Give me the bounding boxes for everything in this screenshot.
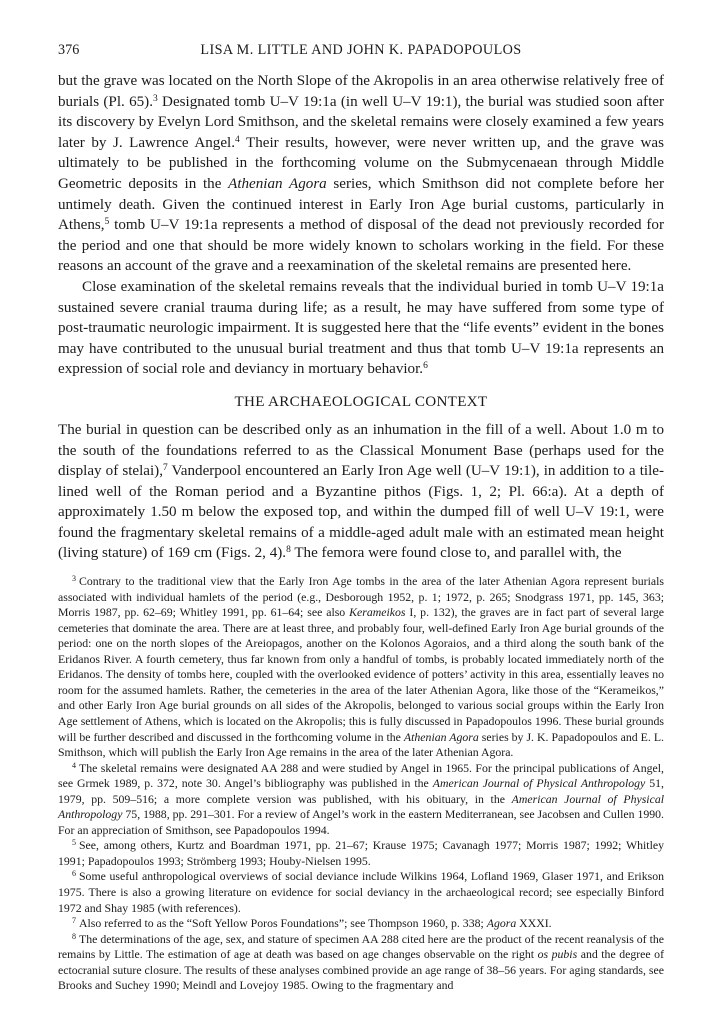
paragraph-1: but the grave was located on the North Slope of the Akropolis in an area otherwise relatively free of burials (Pl. 65).$^3$ Designated tomb U–V 19:1a (in well U–V 19:1), the burial was studied soon after its discovery by Evelyn Lord Smithson, and the skeletal remains were closely examined a few years later by J. Lawrence Angel.$^4$ Their results, however, were never written up, and the grave was ultimately to be published in the forthcoming volume on the Submycenaean through Middle Geometric deposits in the Athenian Agora series, which Smithson did not complete before her untimely death. Given the continued interest in Early Iron Age burial customs, particularly in Athens,$^5$ tomb U–V 19:1a represents a method of disposal of the dead not previously recorded for the period and one that should be more widely known to scholars working in the field. For these reasons an account of the grave and a reexamination of the skeletal remains are presented here. [58,73,664,275]
footnote-ref-8[interactable]: 8 [286,545,291,556]
footnote-5: $^5$ See, among others, Kurtz and Boardman 1971, pp. 21–67; Krause 1975; Cavanagh 1977; Morris 1987; 1992; Whitley 1991; Papadopoulos 1993; Strömberg 1993; Houby-Nielsen 1995. [58,838,664,868]
footnote-8: $^8$ The determinations of the age, sex, and stature of specimen AA 288 cited here are the product of the recent reanalysis of the remains by Little. The estimation of age at death was based on age changes observable on the right os pubis and the degree of ectocranial suture closure. The results of these analyses combined provide an age range of 38–56 years. For aging standards, see Brooks and Suchey 1990; Meindl and Lovejoy 1985. Owing to the fragmentary and [58,931,664,993]
page [58,42,664,994]
footnotes [58,574,664,994]
footnote-ref-6[interactable]: 6 [423,361,428,372]
footnote-7: $^7$ Also referred to as the “Soft Yellow Poros Foundations”; see Thompson 1960, p. 338; Agora XXXI. [72,916,552,931]
footnote-ref-5[interactable]: 5 [104,217,110,228]
footnote-6: $^6$ Some useful anthropological overviews of social deviance include Wilkins 1964, Lofland 1969, Glaser 1971, and Erikson 1975. There is also a growing literature on evidence for social deviancy in the archaeological record; see especially Binford 1972 and Shay 1985 (with references). [58,869,664,915]
running-header [58,42,664,59]
main-text [58,71,664,564]
footnote-ref-4[interactable]: 4 [235,134,240,145]
footnote-4: $^4$ The skeletal remains were designated AA 288 and were studied by Angel in 1965. For the principal publications of Angel, see Grmek 1989, p. 372, note 30. Angel’s bibliography was published in the American Journal of Physical Anthropology 51, 1979, pp. 509–516; a more complete version was published, with his obituary, in the American Journal of Physical Anthropology 75, 1988, pp. 291–301. For a review of Angel’s work in the eastern Mediterranean, see Jacobsen and Cullen 1990. For an appreciation of Smithson, see Papadopoulos 1994. [58,760,664,837]
footnote-3: $^3$ Contrary to the traditional view that the Early Iron Age tombs in the area of the later Athenian Agora represent burials associated with individual hamlets of the period (e.g., Desborough 1952, p. 1; 1972, p. 265; Snodgrass 1971, pp. 145, 363; Morris 1987, pp. 62–69; Whitley 1991, pp. 61–64; see also Kerameikos I, p. 132), the graves are in fact part of several large cemeteries that dominate the area. There are at least three, and probably four, well-defined Early Iron Age burial grounds of the period: one on the north slopes of the Areiopagos, another on the Kolonos Agoraios, and a third along the south bank of the Eridanos River. A fourth cemetery, thus far known from only a handful of tombs, is probably located immediately north of the Eridanos. The density of tombs here, coupled with the overlooked evidence of potters’ activity in this area, essentially leaves no room for the assumed hamlets. Rather, the cemeteries in the area of the later Athenian Agora, like those of the “Kerameikos,” and other Early Iron Age burial grounds on all sides of the Akropolis, belonged to various social groups within the Early Iron Age settlement of Athens, which is located on the Akropolis; this is fully discussed in Papadopoulos 1996. These burial grounds will be further described and discussed in the forthcoming volume in the Athenian Agora series by J. K. Papadopoulos and E. L. Smithson, which will publish the Early Iron Age remains in the area of the later Athenian Agora. [58,574,665,760]
footnote-ref-7[interactable]: 7 [163,463,168,474]
section-heading: THE ARCHAEOLOGICAL CONTEXT [234,393,488,410]
paragraph-2: Close examination of the skeletal remains reveals that the individual buried in tomb U–V 19:1a sustained severe cranial trauma during life; as a result, he may have suffered from some type of post-traumatic neurologic impairment. It is suggested here that the “life events” evident in the bones may have contributed to the unusual burial treatment and thus that tomb U–V 19:1a represents an expression of social role and deviancy in mortuary behavior.$^6$ [58,278,664,378]
paragraph-3: The burial in question can be described only as an inhumation in the fill of a well. About 1.0 m to the south of the foundations referred to as the Classical Monument Base (perhaps used for the display of stelai),$^7$ Vanderpool encountered an Early Iron Age well (U–V 19:1), in addition to a tile-lined well of the Roman period and a Byzantine pithos (Figs. 1, 2; Pl. 66:a). At a depth of approximately 1.50 m below the exposed top, and within the dumped fill of well U–V 19:1, were found the fragmentary skeletal remains of a middle-aged adult male with an estimated mean height (living stature) of 169 cm (Figs. 2, 4).$^8$ The femora were found close to, and parallel with, the [58,421,664,562]
running-title: LISA M. LITTLE AND JOHN K. PAPADOPOULOS [200,42,522,58]
footnote-ref-3[interactable]: 3 [153,93,158,104]
page-number: 376 [58,42,80,58]
